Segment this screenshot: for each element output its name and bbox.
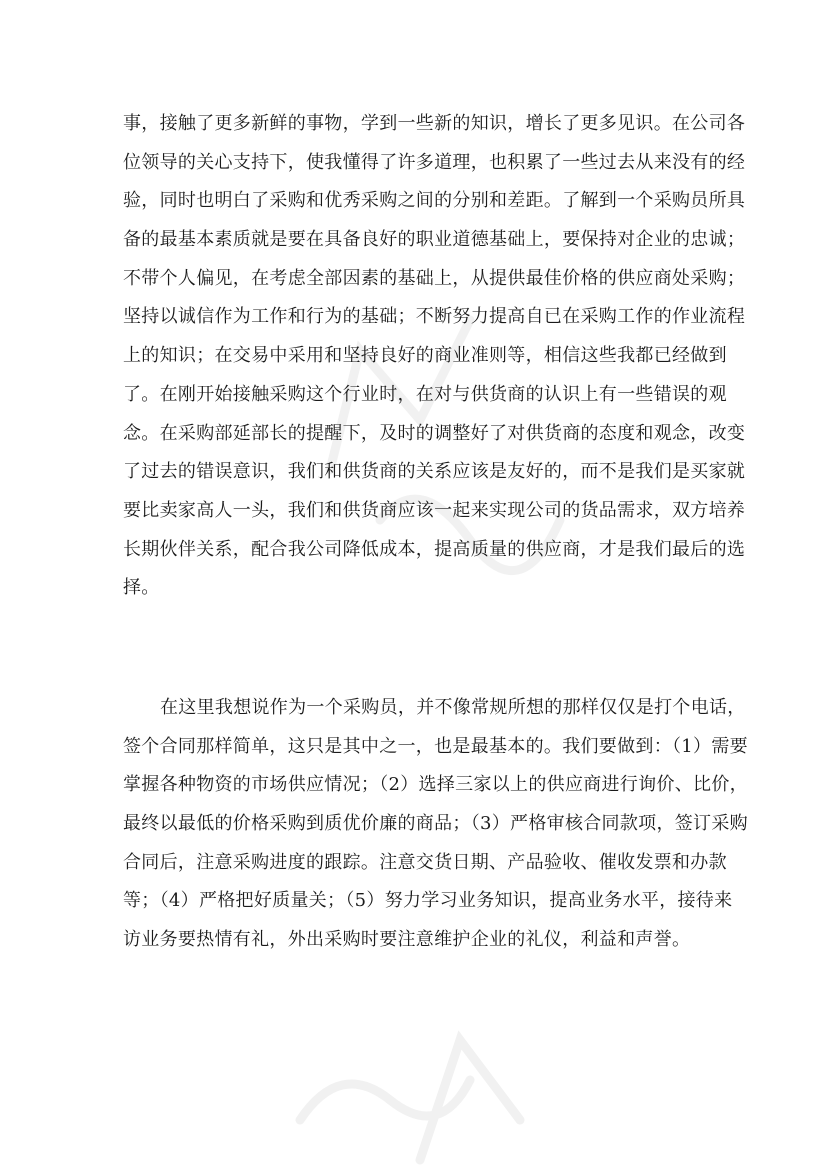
paragraph-1-line-6: 坚持以诚信作为工作和行为的基础；不断努力提高自已在采购工作的作业流程 [123,306,746,328]
paragraph-1-line-1: 事，接触了更多新鲜的事物，学到一些新的知识，增长了更多见识。在公司各 [123,113,746,134]
paragraph-2-line-7: 访业务要热情有礼，外出采购时要注意维护企业的礼仪，利益和声誉。 [123,929,691,951]
paragraph-1-line-9: 念。在采购部延部长的提醒下，及时的调整好了对供货商的态度和观念，改变 [123,422,746,444]
paragraph-2-line-3: 掌握各种物资的市场供应情况；（2）选择三家以上的供应商进行询价、比价， [123,774,748,796]
paragraph-1-line-2: 位领导的关心支持下，使我懂得了许多道理，也积累了一些过去从来没有的经 [123,151,746,173]
paragraph-1-line-10: 了过去的错误意识，我们和供货商的关系应该是友好的，而不是我们是买家就 [123,461,746,483]
paragraph-2-line-5: 合同后，注意采购进度的跟踪。注意交货日期、产品验收、催收发票和办款 [123,851,727,873]
paragraph-2 [123,689,748,960]
paragraph-1-line-7: 上的知识；在交易中采用和坚持良好的商业准则等，相信这些我都已经做到 [123,345,727,367]
paragraph-2-line-6: 等；（4）严格把好质量关；（5）努力学习业务知识，提高业务水平，接待来 [123,890,733,912]
paragraph-1-line-5: 不带个人偏见，在考虑全部因素的基础上，从提供最佳价格的供应商处采购； [123,267,746,289]
paragraph-1-line-3: 验，同时也明白了采购和优秀采购之间的分别和差距。了解到一个采购员所具 [123,190,746,212]
paragraph-2-line-4: 最终以最低的价格采购到质优价廉的商品；（3）严格审核合同款项，签订采购 [123,813,748,835]
paragraph-1-line-11: 要比卖家高人一头，我们和供货商应该一起来实现公司的货品需求，双方培养 [123,499,746,521]
paragraph-1-line-8: 了。在刚开始接触采购这个行业时，在对与供货商的认识上有一些错误的观 [123,383,727,405]
paragraph-1-line-12: 长期伙伴关系，配合我公司降低成本，提高质量的供应商，才是我们最后的选 [123,538,746,560]
paragraph-1 [123,105,745,608]
paragraph-2-line-2: 签个合同那样简单，这只是其中之一，也是最基本的。我们要做到：（1）需要 [123,735,748,757]
paragraph-2-line-1: 在这里我想说作为一个采购员，并不像常规所想的那样仅仅是打个电话， [160,697,746,718]
paragraph-1-line-13: 择。 [123,577,160,599]
paragraph-1-line-4: 备的最基本素质就是要在具备良好的职业道德基础上，要保持对企业的忠诚； [123,229,746,251]
